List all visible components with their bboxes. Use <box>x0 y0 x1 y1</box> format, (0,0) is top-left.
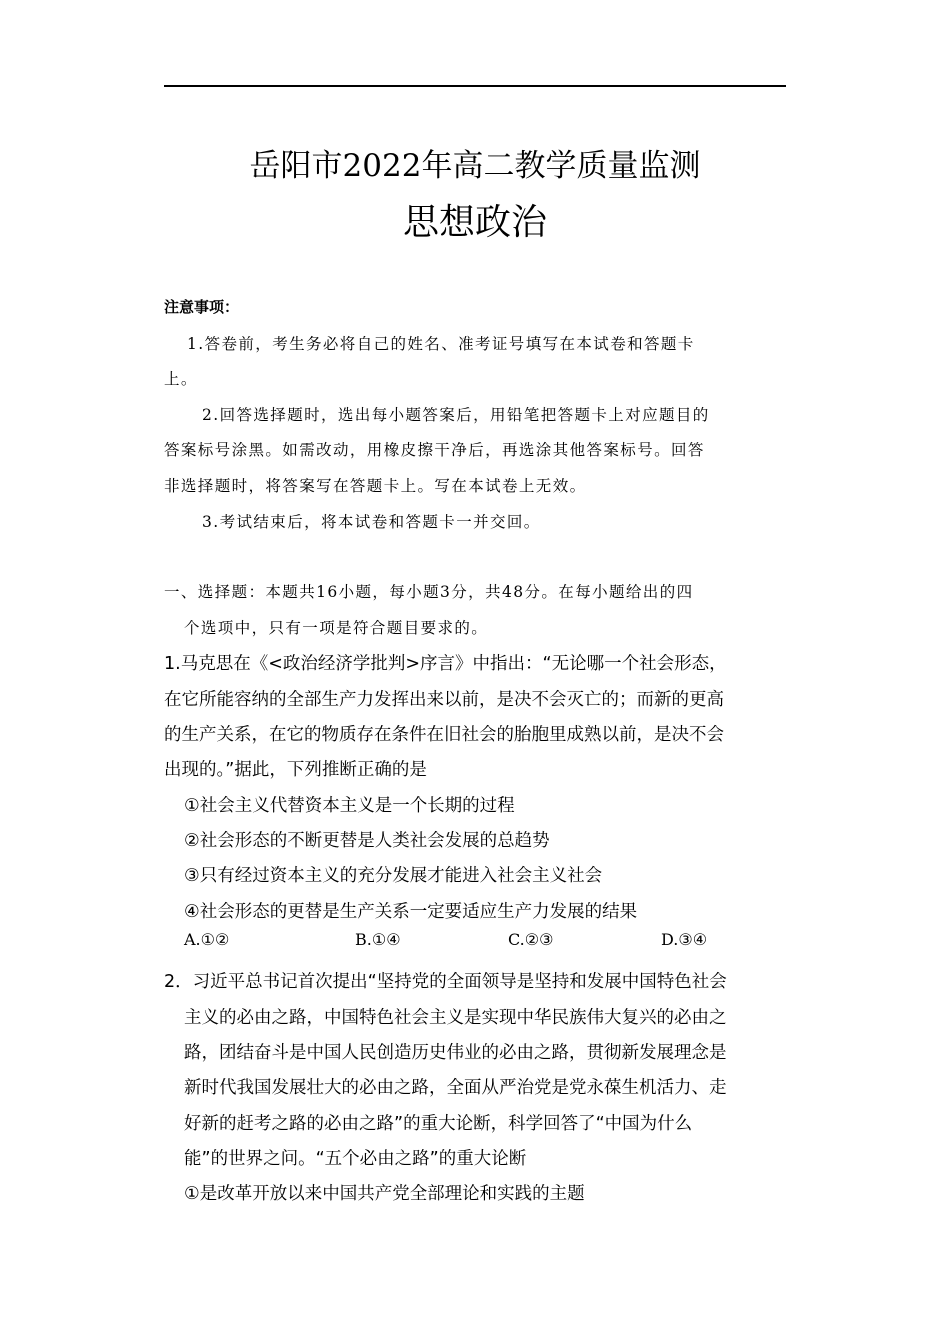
notice-line: 1.答卷前，考生务必将自己的姓名、准考证号填写在本试卷和答题卡 <box>187 335 695 353</box>
notice-line: 2.回答选择题时，选出每小题答案后，用铅笔把答题卡上对应题目的 <box>202 406 710 424</box>
question-2-stem: 路，团结奋斗是中国人民创造历史伟业的必由之路，贯彻新发展理念是 <box>184 1043 727 1063</box>
notice-line: 答案标号涂黑。如需改动，用橡皮擦干净后，再选涂其他答案标号。回答 <box>164 441 705 459</box>
section-instruction: 一、选择题：本题共16小题，每小题3分，共48分。在每小题给出的四 <box>164 583 694 601</box>
notice-line: 3.考试结束后，将本试卷和答题卡一并交回。 <box>202 513 541 531</box>
question-1-stem: 出现的。”据此，下列推断正确的是 <box>164 760 427 780</box>
question-1-item: ①社会主义代替资本主义是一个长期的过程 <box>184 796 515 816</box>
option-d: D.③④ <box>661 930 708 949</box>
question-1-stem: 的生产关系，在它的物质存在条件在旧社会的胎胞里成熟以前，是决不会 <box>164 725 724 745</box>
section-instruction: 个选项中，只有一项是符合题目要求的。 <box>184 619 489 637</box>
exam-title: 岳阳市2022年高二教学质量监测 <box>249 148 701 184</box>
notice-line: 上。 <box>164 370 198 388</box>
option-c: C.②③ <box>508 930 554 949</box>
subject-title: 思想政治 <box>402 202 547 243</box>
question-2-stem: 2．习近平总书记首次提出“坚持党的全面领导是坚持和发展中国特色社会 <box>164 972 727 992</box>
question-1-item: ②社会形态的不断更替是人类社会发展的总趋势 <box>184 831 550 851</box>
option-a: A.①② <box>184 930 230 949</box>
question-2-stem: 主义的必由之路，中国特色社会主义是实现中华民族伟大复兴的必由之 <box>184 1008 727 1028</box>
question-1-item: ③只有经过资本主义的充分发展才能进入社会主义社会 <box>184 866 603 886</box>
question-1-item: ④社会形态的更替是生产关系一定要适应生产力发展的结果 <box>184 902 638 922</box>
header-rule <box>164 85 786 87</box>
question-2-item: ①是改革开放以来中国共产党全部理论和实践的主题 <box>184 1184 585 1204</box>
option-b: B.①④ <box>355 930 401 949</box>
question-2-stem: 新时代我国发展壮大的必由之路，全面从严治党是党永葆生机活力、走 <box>184 1078 727 1098</box>
question-1-stem: 1.马克思在《<政治经济学批判>序言》中指出：“无论哪一个社会形态， <box>164 654 727 674</box>
notice-line: 非选择题时，将答案写在答题卡上。写在本试卷上无效。 <box>164 477 587 495</box>
question-1-stem: 在它所能容纳的全部生产力发挥出来以前，是决不会灭亡的；而新的更高 <box>164 690 724 710</box>
notice-heading: 注意事项： <box>164 298 240 316</box>
question-2-stem: 能”的世界之问。“五个必由之路”的重大论断 <box>184 1149 527 1169</box>
question-2-stem: 好新的赶考之路的必由之路”的重大论断，科学回答了“中国为什么 <box>184 1114 693 1134</box>
